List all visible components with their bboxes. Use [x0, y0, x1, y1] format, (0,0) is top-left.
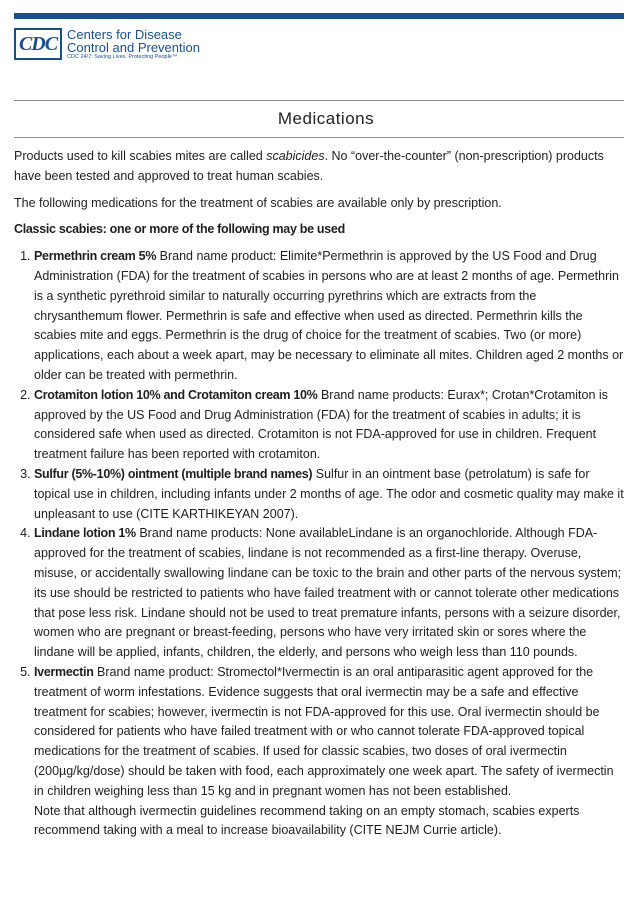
intro-emphasis: scabicides — [266, 149, 325, 163]
medication-item — [34, 524, 626, 663]
org-tagline: CDC 24/7: Saving Lives. Protecting People™ — [67, 53, 178, 60]
medication-note: Note that although ivermectin guidelines recommend taking on an empty stomach, scabies experts recommend taking with a meal to increase bioavailability (CITE NEJM Currie article). — [34, 803, 580, 838]
title-rule-bottom — [14, 137, 624, 138]
intro-paragraph-2: The following medications for the treatment of scabies are available only by prescription. — [14, 195, 502, 210]
section-heading: Classic scabies: one or more of the following may be used — [14, 222, 345, 237]
cdc-header[interactable] — [14, 27, 200, 61]
intro-text-end: . No “over-the-counter” (non-prescription) products have been tested and approved to treat human scabies. — [14, 149, 604, 183]
page-title: Medications — [277, 109, 375, 128]
medication-list — [14, 247, 626, 841]
medication-name: Ivermectin — [34, 664, 94, 679]
main-content — [14, 147, 626, 841]
medication-description: Sulfur in an ointment base (petrolatum) is safe for topical use in children, including infants under 2 months of age. The odor and cosmetic quality may make it unpleasant to use (CITE KARTHIKEYAN 2007). — [34, 466, 624, 521]
intro-paragraph-1 — [14, 147, 626, 187]
medication-name: Lindane lotion 1% — [34, 526, 136, 541]
header-bar — [14, 13, 624, 19]
medication-item — [34, 247, 626, 386]
intro-text: Products used to kill scabies mites are called — [14, 149, 267, 163]
medication-item — [34, 465, 626, 524]
org-name-line2: Control and Prevention — [67, 39, 200, 55]
medication-description: Brand name product: Elimite*Permethrin is approved by the US Food and Drug Administration (FDA) for the treatment of scabies in persons who are at least 2 months of age. Permethrin is a synthetic pyrethroid similar to naturally occurring pyrethrins which are extracts from the chrysanthemum flower. Permethrin is safe and effective when used as directed. Permethrin kills the scabies mite and eggs. Permethrin is the drug of choice for the treatment of scabies. Two (or more) applications, each about a week apart, may be necessary to eliminate all mites. Children aged 2 months or older can be treated with permethrin. — [34, 249, 624, 382]
cdc-logo-text: CDC — [18, 32, 58, 55]
medication-item — [34, 663, 626, 841]
medication-item — [34, 386, 626, 465]
medication-description: Brand name products: Eurax*; Crotan*Crotamiton is approved by the US Food and Drug Administration (FDA) for the treatment of scabies in adults; it is considered safe when used as directed. Crotamiton is not FDA-approved for use in children. Frequent treatment failure has been reported with crotamiton. — [34, 387, 608, 462]
medication-name: Sulfur (5%-10%) ointment (multiple brand names) — [34, 466, 313, 481]
cdc-logo[interactable] — [14, 28, 62, 60]
medication-description: Brand name product: Stromectol*Ivermectin is an oral antiparasitic agent approved for the treatment of worm infestations. Evidence suggests that oral ivermectin may be a safe and effective treatment for scabies; however, ivermectin is not FDA-approved for this use. Oral ivermectin should be considered for patients who have failed treatment with or who cannot tolerate FDA-approved topical medications for the treatment of scabies. If used for classic scabies, two doses of oral ivermectin (200µg/kg/dose) should be taken with food, each approximately one week apart. The safety of ivermectin in children weighing less than 15 kg and in pregnant women has not been established. — [34, 664, 614, 798]
medication-name: Permethrin cream 5% — [34, 249, 157, 264]
org-name-block — [67, 28, 200, 61]
org-name-line1: Centers for Disease — [67, 26, 182, 42]
title-rule-top — [14, 100, 624, 101]
medication-description: Brand name products: None availableLindane is an organochloride. Although FDA-approved for the treatment of scabies, lindane is not recommended as a first-line therapy. Overuse, misuse, or accidentally swallowing lindane can be toxic to the brain and other parts of the nervous system; its use should be restricted to patients who have failed treatment with or cannot tolerate other medications that pose less risk. Lindane should not be used to treat premature infants, persons with a seizure disorder, women who are pregnant or breast-feeding, persons who have very irritated skin or sores where the lindane will be applied, infants, children, the elderly, and persons who weigh less than 110 pounds. — [34, 526, 622, 660]
medication-name: Crotamiton lotion 10% and Crotamiton cream 10% — [34, 387, 318, 402]
